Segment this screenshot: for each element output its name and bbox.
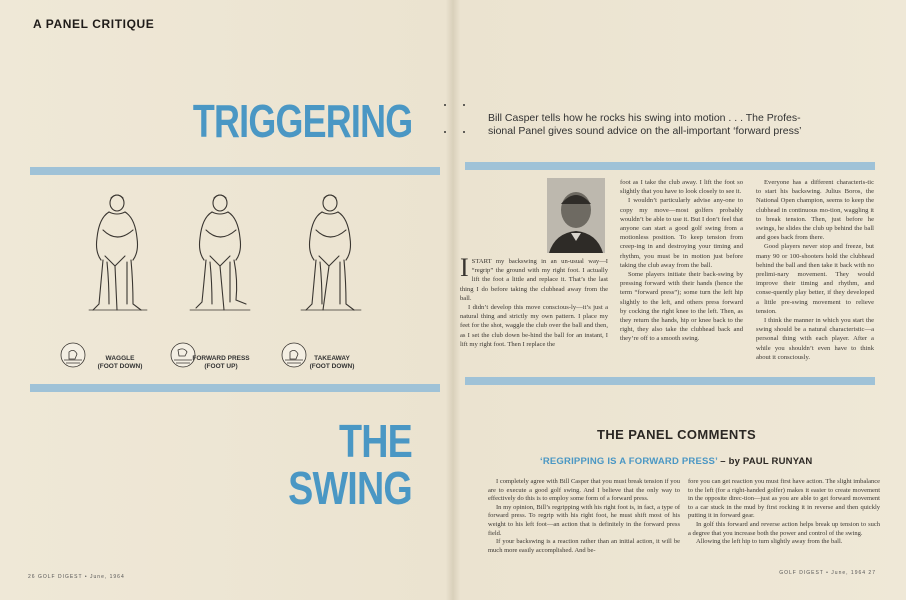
gutter-dot <box>444 104 446 106</box>
article-column-2 <box>620 178 743 344</box>
caption-takeaway <box>297 355 367 371</box>
caption-forward-press <box>186 355 256 371</box>
caption-waggle <box>85 355 155 371</box>
panel-col1-p3: If your backswing is a reaction rather than an initial action, it will be much more easily accomplished. And be- <box>488 538 680 554</box>
panel-col1-p2: In my opinion, Bill’s regripping with his right foot is, in fact, a type of forward press. To regrip with his right foot, he must shift most of his weight to his left foot—an action that is definitely in the forward press field. <box>488 503 680 537</box>
article-col2-p3: Some players initiate their back-swing by pressing forward with their hands (hence the term “forward press”); some turn the left hip slightly to the left, and others press forward by cocking the right knee to the left. Then, as they return the hands, hip or knee back to the right, they also take the clubhead back and they’re off to a smooth swing. <box>620 271 743 343</box>
folio-left: 26 GOLF DIGEST • June, 1964 <box>28 574 125 580</box>
caption-takeaway-line1: TAKEAWAY <box>314 355 350 362</box>
article-column-3 <box>756 178 874 362</box>
rule-bar-right-top <box>465 162 875 170</box>
article-column-1 <box>460 253 608 349</box>
kicker: A PANEL CRITIQUE <box>33 17 155 31</box>
drop-cap: I <box>460 253 469 282</box>
title-triggering: TRIGGERING <box>192 95 412 147</box>
golfer-illustration-forward-press <box>186 190 256 320</box>
panel-subhead <box>540 456 813 467</box>
rule-bar-left-mid <box>30 384 440 392</box>
article-col2-p2: I wouldn’t particularly advise any-one to copy my move—most golfers probably wouldn’t be able to use it. But I don’t feel that anyone can start a good golf swing from a motionless position. To keep tension from creep-ing in and destroying your timing and rhythm, you must be in motion just before taking the club away from the ball. <box>620 197 743 269</box>
gutter-dot <box>463 131 465 133</box>
folio-right: GOLF DIGEST • June, 1964 27 <box>779 570 876 576</box>
deck-line-2: sional Panel gives sound advice on the all-important ‘forward press’ <box>488 125 802 137</box>
panel-col2-p1: fore you can get reaction you must first have action. The slight imbalance to the left (for a right-handed golfer) makes it easier to create movement in the opposite direc-tion—just as you are able to get forward movement to a car stuck in the mud by first rocking it in reverse and then quickly putting it in forward gear. <box>688 478 880 520</box>
article-col3-p1: Everyone has a different characteris-tic to start his backswing. Julius Boros, the National Open champion, seems to keep the clubhead in continuous mo-tion, waggling it to break tension. Then, just before he swings, he slides the club up behind the ball and goes back from there. <box>756 179 874 242</box>
foot-inset-waggle <box>60 342 86 373</box>
caption-forward-press-line1: FORWARD PRESS <box>192 355 250 362</box>
gutter-dot <box>463 104 465 106</box>
article-col3-p3: I think the manner in which you start the swing should be a natural characteristic—a personal thing with each player. After a while you shouldn’t even have to think about it consciously. <box>756 317 874 361</box>
article-col1-p1: START my backswing in an un-usual way—I “regrip” the ground with my right foot. I actually lift the foot a little and replace it. That’s the last thing I do before taking the clubhead away from the ball. <box>460 258 608 302</box>
panel-heading: THE PANEL COMMENTS <box>597 427 757 442</box>
panel-byline: – by PAUL RUNYAN <box>720 456 813 467</box>
golfer-illustration-takeaway <box>297 190 367 320</box>
panel-subhead-title: ‘REGRIPPING IS A FORWARD PRESS’ <box>540 456 718 467</box>
portrait-photo-bill-casper <box>547 178 605 253</box>
title-the: THE <box>339 415 412 467</box>
article-col3-p2: Good players never stop and freeze, but many 90 or 100-shooters hold the clubhead behind the ball and then take it back with no prelimi-nary movement. They would improve their timing and rhythm, and conse-quently play better, if they developed a little pre-swing movement to relieve tension. <box>756 243 874 315</box>
caption-forward-press-line2: (FOOT UP) <box>204 363 238 370</box>
deck <box>488 112 888 138</box>
caption-takeaway-line2: (FOOT DOWN) <box>309 363 355 370</box>
panel-column-1 <box>488 478 680 555</box>
deck-line-1: Bill Casper tells how he rocks his swing into motion . . . The Profes- <box>488 112 801 124</box>
article-col1-p2: I didn’t develop this move conscious-ly—it’s just a natural thing and strictly my own pattern. I place my feet for the shot, waggle the club over the ball and then, as I set the club down be-hind the ball for an instant, I lift my right foot. Then I replace the <box>460 304 608 348</box>
panel-col1-p1: I completely agree with Bill Casper that you must break tension if you are to execute a good golf swing. And I believe that the only way to effectively do this is to employ some form of a forward press. <box>488 478 680 503</box>
caption-waggle-line2: (FOOT DOWN) <box>97 363 143 370</box>
panel-col2-p3: Allowing the left hip to turn slightly away from the ball. <box>696 538 843 546</box>
panel-column-2 <box>688 478 880 547</box>
panel-col2-p2: In golf this forward and reverse action helps break up tension to such a degree that you increase both the power and control of the swing. <box>688 520 880 537</box>
title-swing: SWING <box>288 462 412 514</box>
rule-bar-right-mid <box>465 377 875 385</box>
golfer-illustration-waggle <box>85 190 155 320</box>
caption-waggle-line1: WAGGLE <box>105 355 135 362</box>
gutter-dot <box>444 131 446 133</box>
article-col2-p1: foot as I take the club away. I lift the foot so slightly that you have to look closely to see it. <box>620 179 743 196</box>
rule-bar-left-top <box>30 167 440 175</box>
